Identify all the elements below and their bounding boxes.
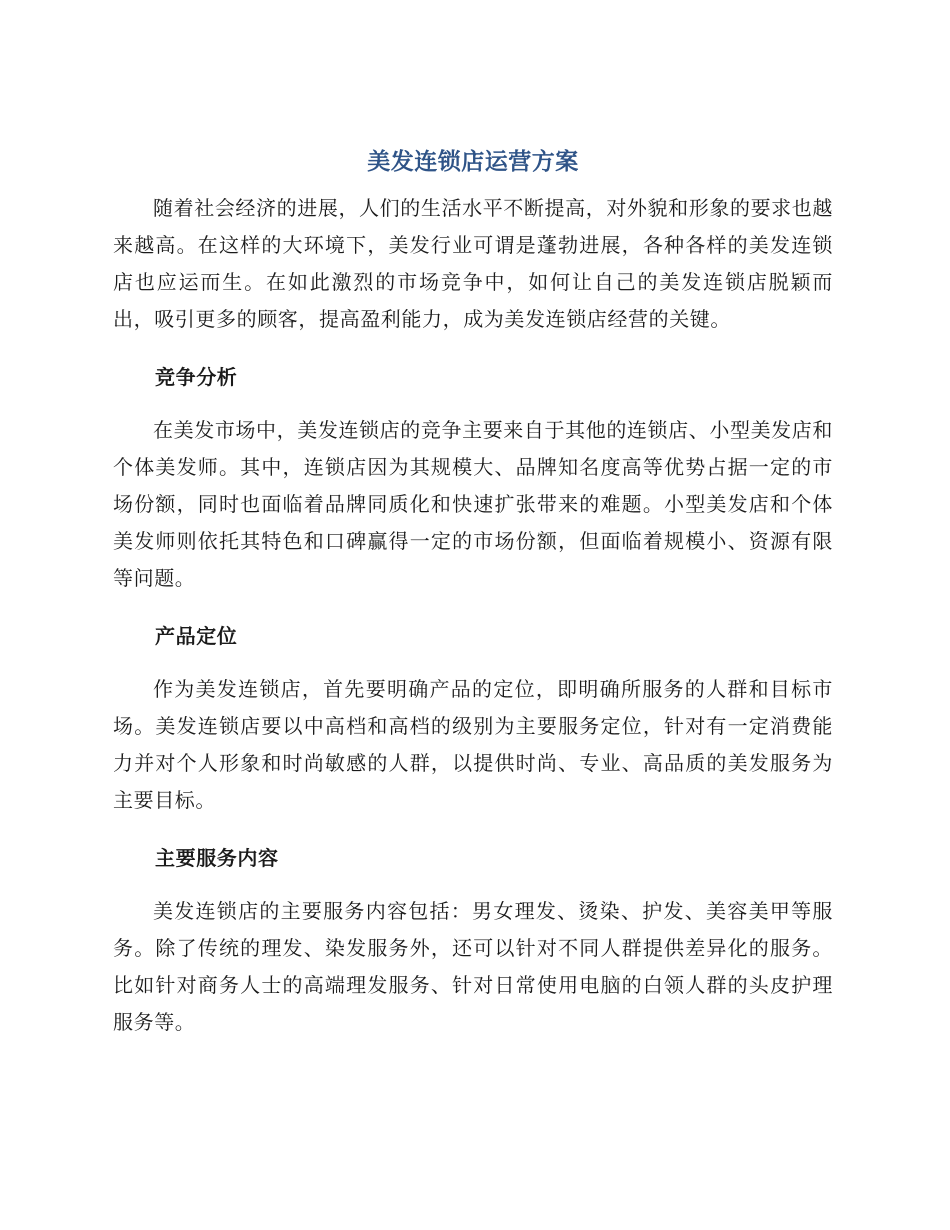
document-page	[113, 138, 833, 1041]
intro-paragraph: 随着社会经济的进展，人们的生活水平不断提高，对外貌和形象的要求也越来越高。在这样的大环境下，美发行业可谓是蓬勃进展，各种各样的美发连锁店也应运而生。在如此激烈的市场竞争中，如何让自己的美发连锁店脱颖而出，吸引更多的顾客，提高盈利能力，成为美发连锁店经营的关键。	[113, 196, 833, 331]
document-title: 美发连锁店运营方案	[367, 149, 579, 175]
section-body-positioning: 作为美发连锁店，首先要明确产品的定位，即明确所服务的人群和目标市场。美发连锁店要以中高档和高档的级别为主要服务定位，针对有一定消费能力并对个人形象和时尚敏感的人群，以提供时尚、专业、高品质的美发服务为主要目标。	[113, 677, 833, 812]
section-heading-services: 主要服务内容	[155, 846, 279, 870]
section-body-competition: 在美发市场中，美发连锁店的竞争主要来自于其他的连锁店、小型美发店和个体美发师。其中，连锁店因为其规模大、品牌知名度高等优势占据一定的市场份额，同时也面临着品牌同质化和快速扩张带来的难题。小型美发店和个体美发师则依托其特色和口碑赢得一定的市场份额，但面临着规模小、资源有限等问题。	[113, 418, 833, 590]
section-body-services: 美发连锁店的主要服务内容包括：男女理发、烫染、护发、美容美甲等服务。除了传统的理发、染发服务外，还可以针对不同人群提供差异化的服务。比如针对商务人士的高端理发服务、针对日常使用电脑的白领人群的头皮护理服务等。	[113, 899, 833, 1034]
section-heading-competition: 竞争分析	[155, 365, 238, 389]
section-heading-positioning: 产品定位	[155, 624, 238, 648]
